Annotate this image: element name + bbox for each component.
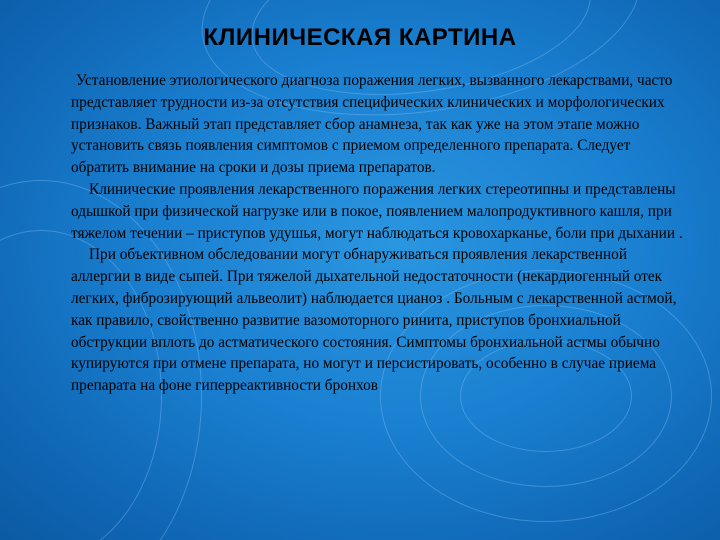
paragraph-objective-examination: При объективном обследовании могут обнаруживаться проявления лекарственной аллергии в виде сыпей. При тяжелой дыхательной недостаточности (некардиогенный отек легких, фиброзирующий альвеолит) наблюдается цианоз . Больным с лекарственной астмой, как правило, свойственно развитие вазомоторного ринита, приступов бронхиальной обструкции вплоть до астматического состояния. Симптомы бронхиальной астмы обычно купируются при отмене препарата, но могут и персистировать, особенно в случае приема препарата на фоне гиперреактивности бронхов (71, 246, 677, 395)
slide-title: КЛИНИЧЕСКАЯ КАРТИНА (203, 24, 517, 51)
paragraph-clinical-manifestations: Клинические проявления лекарственного поражения легких стереотипны и представлены одышкой при физической нагрузке или в покое, появлением малопродуктивного кашля, при тяжелом течении – приступов удушья, могут наблюдаться кровохарканье, боли при дыхании . (71, 180, 683, 242)
slide-body (71, 70, 683, 397)
paragraph-diagnosis: Установление этиологического диагноза поражения легких, вызванного лекарствами, часто представляет трудности из-за отсутствия специфических клинических и морфологических признаков. Важный этап представляет сбор анамнеза, так как уже на этом этапе можно установить связь появления симптомов с приемом определенного препарата. Следует обратить внимание на сроки и дозы приема препаратов. (71, 72, 673, 177)
